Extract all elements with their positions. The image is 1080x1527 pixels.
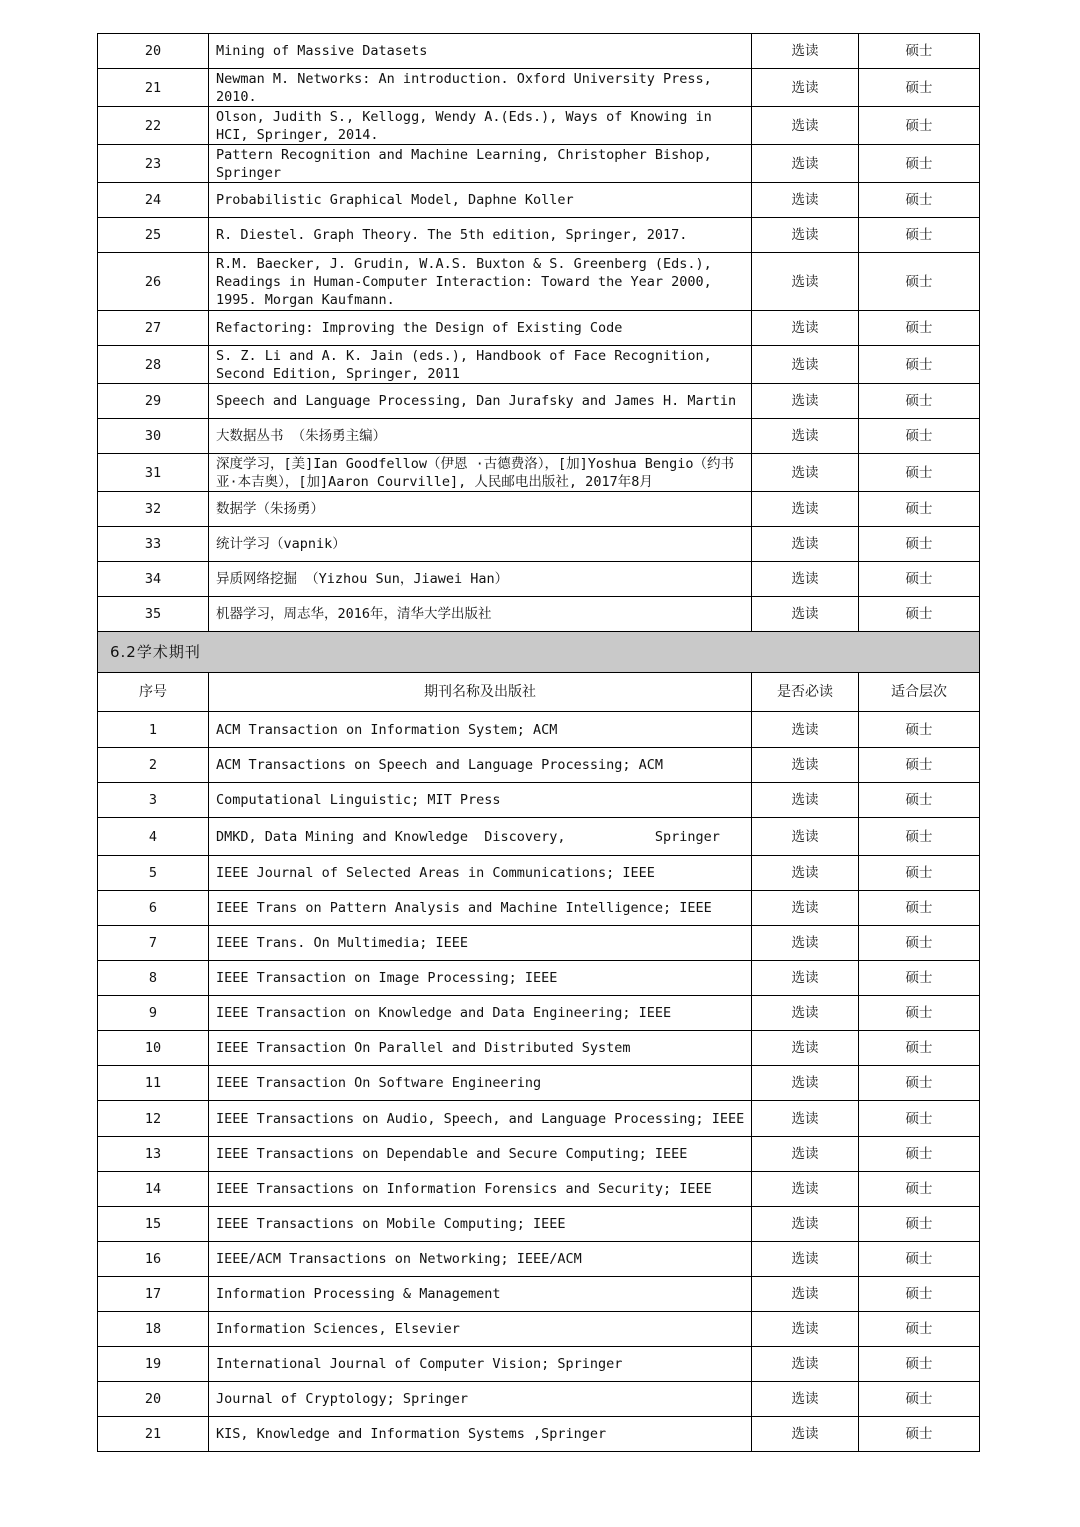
row-level: 硕士 — [859, 384, 980, 419]
row-number: 4 — [98, 818, 209, 856]
row-required: 选读 — [752, 712, 859, 748]
row-required: 选读 — [752, 346, 859, 384]
row-title: IEEE Journal of Selected Areas in Communications; IEEE — [209, 856, 752, 891]
row-title: Computational Linguistic; MIT Press — [209, 783, 752, 818]
reading-list-body — [98, 34, 980, 1452]
row-required: 选读 — [752, 1277, 859, 1312]
row-title: IEEE Trans. On Multimedia; IEEE — [209, 926, 752, 961]
row-level: 硕士 — [859, 1417, 980, 1452]
row-title: 大数据丛书 （朱扬勇主编） — [209, 419, 752, 454]
row-title: IEEE Transaction on Image Processing; IEEE — [209, 961, 752, 996]
row-number: 29 — [98, 384, 209, 419]
row-number: 8 — [98, 961, 209, 996]
row-level: 硕士 — [859, 346, 980, 384]
row-title: KIS, Knowledge and Information Systems ,Springer — [209, 1417, 752, 1452]
journal-row — [98, 1137, 980, 1172]
row-required: 选读 — [752, 419, 859, 454]
row-number: 9 — [98, 996, 209, 1031]
row-title: R.M. Baecker, J. Grudin, W.A.S. Buxton & S. Greenberg (Eds.), Readings in Human-Computer Interaction: Toward the Year 2000, 1995. Morgan Kaufmann. — [209, 253, 752, 311]
row-required: 选读 — [752, 1101, 859, 1137]
row-title: IEEE Transaction On Software Engineering — [209, 1066, 752, 1101]
journal-row — [98, 1207, 980, 1242]
row-required: 选读 — [752, 1382, 859, 1417]
column-header-required: 是否必读 — [752, 673, 859, 712]
book-row — [98, 419, 980, 454]
row-required: 选读 — [752, 961, 859, 996]
row-level: 硕士 — [859, 454, 980, 492]
journal-row — [98, 1347, 980, 1382]
journal-row — [98, 1066, 980, 1101]
row-level: 硕士 — [859, 107, 980, 145]
journal-row — [98, 1172, 980, 1207]
row-title: 统计学习（vapnik） — [209, 527, 752, 562]
row-title: Probabilistic Graphical Model, Daphne Koller — [209, 183, 752, 218]
row-level: 硕士 — [859, 69, 980, 107]
row-number: 30 — [98, 419, 209, 454]
row-title: Mining of Massive Datasets — [209, 34, 752, 69]
row-level: 硕士 — [859, 1137, 980, 1172]
journal-row — [98, 1031, 980, 1066]
row-level: 硕士 — [859, 1101, 980, 1137]
journal-row — [98, 996, 980, 1031]
row-required: 选读 — [752, 562, 859, 597]
row-number: 2 — [98, 748, 209, 783]
row-required: 选读 — [752, 492, 859, 527]
row-level: 硕士 — [859, 1312, 980, 1347]
row-level: 硕士 — [859, 145, 980, 183]
row-number: 6 — [98, 891, 209, 926]
row-level: 硕士 — [859, 1207, 980, 1242]
row-number: 24 — [98, 183, 209, 218]
row-title: Refactoring: Improving the Design of Existing Code — [209, 311, 752, 346]
row-level: 硕士 — [859, 926, 980, 961]
row-title: Journal of Cryptology; Springer — [209, 1382, 752, 1417]
row-number: 10 — [98, 1031, 209, 1066]
row-title: S. Z. Li and A. K. Jain (eds.), Handbook of Face Recognition, Second Edition, Springer, 2011 — [209, 346, 752, 384]
journal-row — [98, 1277, 980, 1312]
row-level: 硕士 — [859, 1066, 980, 1101]
row-required: 选读 — [752, 748, 859, 783]
row-title: 异质网络挖掘 （Yizhou Sun，Jiawei Han） — [209, 562, 752, 597]
row-required: 选读 — [752, 1066, 859, 1101]
row-level: 硕士 — [859, 492, 980, 527]
row-required: 选读 — [752, 1242, 859, 1277]
book-row — [98, 527, 980, 562]
row-required: 选读 — [752, 818, 859, 856]
row-required: 选读 — [752, 69, 859, 107]
row-number: 27 — [98, 311, 209, 346]
row-level: 硕士 — [859, 311, 980, 346]
row-title: IEEE Transactions on Information Forensics and Security; IEEE — [209, 1172, 752, 1207]
row-required: 选读 — [752, 926, 859, 961]
row-level: 硕士 — [859, 1172, 980, 1207]
row-level: 硕士 — [859, 1031, 980, 1066]
book-row — [98, 492, 980, 527]
row-level: 硕士 — [859, 34, 980, 69]
row-level: 硕士 — [859, 597, 980, 632]
row-required: 选读 — [752, 1417, 859, 1452]
book-row — [98, 183, 980, 218]
journal-row — [98, 926, 980, 961]
row-level: 硕士 — [859, 856, 980, 891]
row-required: 选读 — [752, 996, 859, 1031]
journal-row — [98, 748, 980, 783]
row-title: IEEE Transaction on Knowledge and Data Engineering; IEEE — [209, 996, 752, 1031]
row-number: 19 — [98, 1347, 209, 1382]
book-row — [98, 346, 980, 384]
row-number: 28 — [98, 346, 209, 384]
row-title: IEEE Trans on Pattern Analysis and Machine Intelligence; IEEE — [209, 891, 752, 926]
row-level: 硕士 — [859, 961, 980, 996]
row-title: 数据学（朱扬勇） — [209, 492, 752, 527]
row-number: 15 — [98, 1207, 209, 1242]
row-level: 硕士 — [859, 527, 980, 562]
book-row — [98, 107, 980, 145]
row-level: 硕士 — [859, 562, 980, 597]
row-number: 35 — [98, 597, 209, 632]
journal-row — [98, 891, 980, 926]
row-level: 硕士 — [859, 748, 980, 783]
row-level: 硕士 — [859, 1382, 980, 1417]
row-title: R. Diestel. Graph Theory. The 5th edition, Springer, 2017. — [209, 218, 752, 253]
row-number: 1 — [98, 712, 209, 748]
journals-column-header-row — [98, 673, 980, 712]
row-required: 选读 — [752, 1207, 859, 1242]
row-required: 选读 — [752, 1172, 859, 1207]
row-number: 21 — [98, 1417, 209, 1452]
row-level: 硕士 — [859, 1347, 980, 1382]
book-row — [98, 145, 980, 183]
row-title: IEEE Transactions on Mobile Computing; IEEE — [209, 1207, 752, 1242]
book-row — [98, 562, 980, 597]
row-number: 11 — [98, 1066, 209, 1101]
journal-row — [98, 1312, 980, 1347]
row-number: 16 — [98, 1242, 209, 1277]
row-number: 26 — [98, 253, 209, 311]
row-level: 硕士 — [859, 783, 980, 818]
row-number: 25 — [98, 218, 209, 253]
row-required: 选读 — [752, 856, 859, 891]
journal-row — [98, 818, 980, 856]
row-title: Olson, Judith S., Kellogg, Wendy A.(Eds.), Ways of Knowing in HCI, Springer, 2014. — [209, 107, 752, 145]
section-title: 6.2学术期刊 — [98, 632, 980, 673]
row-required: 选读 — [752, 107, 859, 145]
row-title: IEEE Transaction On Parallel and Distributed System — [209, 1031, 752, 1066]
column-header-title: 期刊名称及出版社 — [209, 673, 752, 712]
row-required: 选读 — [752, 1137, 859, 1172]
journal-row — [98, 712, 980, 748]
row-level: 硕士 — [859, 1277, 980, 1312]
row-required: 选读 — [752, 527, 859, 562]
book-row — [98, 218, 980, 253]
row-level: 硕士 — [859, 218, 980, 253]
section-header-row — [98, 632, 980, 673]
row-title: 深度学习，[美]Ian Goodfellow（伊恩 ·古德费洛），[加]Yoshua Bengio（约书亚·本吉奥），[加]Aaron Courville], 人民邮电出版社, 2017年8月 — [209, 454, 752, 492]
journal-row — [98, 1101, 980, 1137]
row-level: 硕士 — [859, 818, 980, 856]
row-level: 硕士 — [859, 712, 980, 748]
row-required: 选读 — [752, 1031, 859, 1066]
journal-row — [98, 856, 980, 891]
row-required: 选读 — [752, 218, 859, 253]
row-title: Information Processing & Management — [209, 1277, 752, 1312]
row-number: 14 — [98, 1172, 209, 1207]
row-level: 硕士 — [859, 183, 980, 218]
row-required: 选读 — [752, 145, 859, 183]
row-title: ACM Transactions on Speech and Language Processing; ACM — [209, 748, 752, 783]
row-title: Newman M. Networks: An introduction. Oxford University Press, 2010. — [209, 69, 752, 107]
row-number: 22 — [98, 107, 209, 145]
row-required: 选读 — [752, 253, 859, 311]
row-title: International Journal of Computer Vision; Springer — [209, 1347, 752, 1382]
row-number: 33 — [98, 527, 209, 562]
row-required: 选读 — [752, 891, 859, 926]
row-title: IEEE Transactions on Dependable and Secure Computing; IEEE — [209, 1137, 752, 1172]
column-header-level: 适合层次 — [859, 673, 980, 712]
row-number: 17 — [98, 1277, 209, 1312]
row-number: 12 — [98, 1101, 209, 1137]
row-number: 31 — [98, 454, 209, 492]
book-row — [98, 454, 980, 492]
row-level: 硕士 — [859, 996, 980, 1031]
row-level: 硕士 — [859, 253, 980, 311]
row-title: IEEE/ACM Transactions on Networking; IEEE/ACM — [209, 1242, 752, 1277]
row-number: 13 — [98, 1137, 209, 1172]
row-required: 选读 — [752, 34, 859, 69]
row-level: 硕士 — [859, 419, 980, 454]
row-required: 选读 — [752, 1347, 859, 1382]
row-title: DMKD, Data Mining and Knowledge Discovery, Springer — [209, 818, 752, 856]
row-number: 7 — [98, 926, 209, 961]
row-level: 硕士 — [859, 1242, 980, 1277]
journal-row — [98, 1382, 980, 1417]
book-row — [98, 253, 980, 311]
book-row — [98, 311, 980, 346]
book-row — [98, 69, 980, 107]
row-required: 选读 — [752, 384, 859, 419]
journal-row — [98, 1242, 980, 1277]
row-number: 32 — [98, 492, 209, 527]
journal-row — [98, 783, 980, 818]
row-title: 机器学习，周志华，2016年，清华大学出版社 — [209, 597, 752, 632]
journal-row — [98, 961, 980, 996]
column-header-no: 序号 — [98, 673, 209, 712]
row-required: 选读 — [752, 597, 859, 632]
row-required: 选读 — [752, 783, 859, 818]
reading-list-table — [97, 33, 980, 1452]
row-required: 选读 — [752, 1312, 859, 1347]
row-number: 20 — [98, 1382, 209, 1417]
row-title: ACM Transaction on Information System; ACM — [209, 712, 752, 748]
row-title: IEEE Transactions on Audio, Speech, and Language Processing; IEEE — [209, 1101, 752, 1137]
row-number: 23 — [98, 145, 209, 183]
row-number: 3 — [98, 783, 209, 818]
row-required: 选读 — [752, 454, 859, 492]
row-title: Information Sciences, Elsevier — [209, 1312, 752, 1347]
row-title: Pattern Recognition and Machine Learning, Christopher Bishop, Springer — [209, 145, 752, 183]
book-row — [98, 34, 980, 69]
row-required: 选读 — [752, 183, 859, 218]
row-number: 18 — [98, 1312, 209, 1347]
row-number: 5 — [98, 856, 209, 891]
row-number: 34 — [98, 562, 209, 597]
row-level: 硕士 — [859, 891, 980, 926]
row-number: 20 — [98, 34, 209, 69]
row-number: 21 — [98, 69, 209, 107]
row-required: 选读 — [752, 311, 859, 346]
book-row — [98, 384, 980, 419]
row-title: Speech and Language Processing, Dan Jurafsky and James H. Martin — [209, 384, 752, 419]
journal-row — [98, 1417, 980, 1452]
book-row — [98, 597, 980, 632]
